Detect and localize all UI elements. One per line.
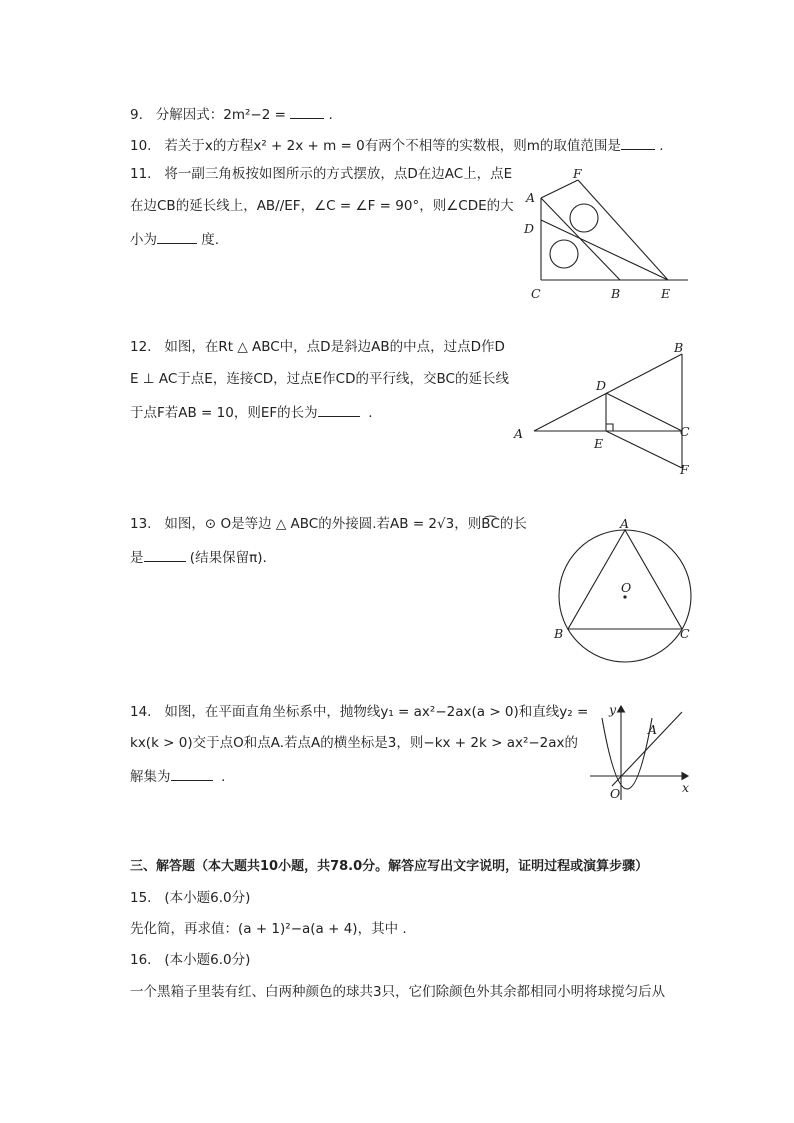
q11-line-de [541,220,668,280]
q11-line1 [130,165,512,183]
q14-label-x: x [682,780,690,795]
q12-end: . [368,405,373,421]
q11-line-af [541,180,578,198]
q11-circle-upper [570,204,598,232]
q14-line2 [130,734,578,752]
q12-line2 [130,370,509,388]
q16-line1 [130,951,250,969]
q14-text-3: 解集为 [130,769,171,785]
q11-text-3a: 小为 [130,232,157,248]
q12-figure [510,338,700,478]
q13-line2 [130,547,267,567]
q14-line1 [130,703,588,721]
q12-label-a: A [514,426,524,441]
q12-right-angle-mark [606,424,613,431]
q15-number: 15. [130,890,152,906]
q14-label-a: A [648,722,658,737]
q14-text-1: 如图，在平面直角坐标系中，抛物线y₁ = ax²−2ax(a > 0)和直线y₂ = [164,704,589,720]
q11-answer-blank [157,229,197,244]
q12-line1 [130,338,505,356]
q14-label-y: y [609,702,617,717]
q13-label-b: B [554,626,564,641]
q9-text: 分解因式：2m²−2 = [155,107,291,123]
q12-text-2: E ⊥ AC于点E，连接CD，过点E作CD的平行线，交BC的延长线 [130,371,509,387]
q15-line1 [130,889,250,907]
q16-line2 [130,983,665,1001]
q14-answer-blank [171,766,213,781]
q12-answer-blank [318,402,360,417]
q11-text-1: 将一副三角板按如图所示的方式摆放，点D在边AC上，点E [164,166,513,182]
q16-score: (本小题6.0分) [164,952,251,968]
q14-figure [582,700,694,805]
q11-circle-lower [550,240,578,268]
q16-text: 一个黑箱子里装有红、白两种颜色的球共3只，它们除颜色外其余都相同小明将球搅匀后从 [130,984,666,1000]
q11-line2 [130,197,514,215]
q10-end: . [659,138,664,154]
q10-line [130,135,664,155]
q11-label-d: D [524,221,535,236]
q12-line3 [130,402,373,422]
q10-text: 若关于x的方程x² + 2x + m = 0有两个不相等的实数根，则m的取值范围是 [164,138,621,154]
q14-parabola [602,718,652,789]
q14-line-y2 [612,712,682,786]
q14-label-o: O [610,786,621,801]
q9-answer-blank [290,104,324,119]
q11-text-3b: 度. [201,232,220,248]
q11-line3 [130,229,219,249]
q13-label-c: C [680,626,690,641]
q15-line2 [130,920,407,938]
q11-figure [518,164,696,304]
q12-label-c: C [680,424,690,439]
q11-label-a: A [526,190,536,205]
q13-figure [548,512,698,667]
q9-number: 9. [130,107,143,123]
q9-end: . [328,107,333,123]
q10-number: 10. [130,138,152,154]
q13-text-1: 如图，⊙ O是等边 △ ABC的外接圆.若AB = 2√3，则B͡C的长 [164,516,527,532]
q11-label-b: B [611,286,621,301]
q11-label-e: E [661,286,671,301]
q14-line3 [130,766,225,786]
q13-label-a: A [620,516,630,531]
q12-line-ef [606,431,682,468]
q14-text-2: kx(k > 0)交于点O和点A.若点A的横坐标是3，则−kx + 2k > ax²−2ax的 [130,735,579,751]
q13-label-o: O [621,580,632,595]
q12-label-d: D [596,378,607,393]
q13-number: 13. [130,516,152,532]
q16-number: 16. [130,952,152,968]
q13-line1 [130,515,527,533]
q13-center-dot [623,595,626,598]
q14-end: . [221,769,226,785]
q10-answer-blank [621,135,655,150]
q12-line-dc [606,393,682,431]
section3-heading: 三、解答题（本大题共10小题，共78.0分。解答应写出文字说明，证明过程或演算步骤） [130,859,649,874]
q15-score: (本小题6.0分) [164,890,251,906]
q13-answer-blank [144,547,186,562]
q12-label-b: B [674,340,684,355]
q12-label-e: E [594,436,604,451]
q13-text-2b: (结果保留π). [189,550,267,566]
q12-text-1: 如图，在Rt △ ABC中，点D是斜边AB的中点，过点D作D [164,339,505,355]
q15-text: 先化简，再求值：(a + 1)²−a(a + 4)，其中 . [130,921,407,937]
q12-text-3: 于点F若AB = 10，则EF的长为 [130,405,318,421]
q13-text-2a: 是 [130,550,144,566]
q11-text-2: 在边CB的延长线上，AB//EF，∠C = ∠F = 90°，则∠CDE的大 [130,198,514,214]
q12-label-f: F [680,462,689,477]
q11-label-f: F [573,166,582,181]
q12-number: 12. [130,339,152,355]
q11-number: 11. [130,166,152,182]
q14-number: 14. [130,704,152,720]
q11-label-c: C [531,286,541,301]
q9-line [130,104,333,124]
